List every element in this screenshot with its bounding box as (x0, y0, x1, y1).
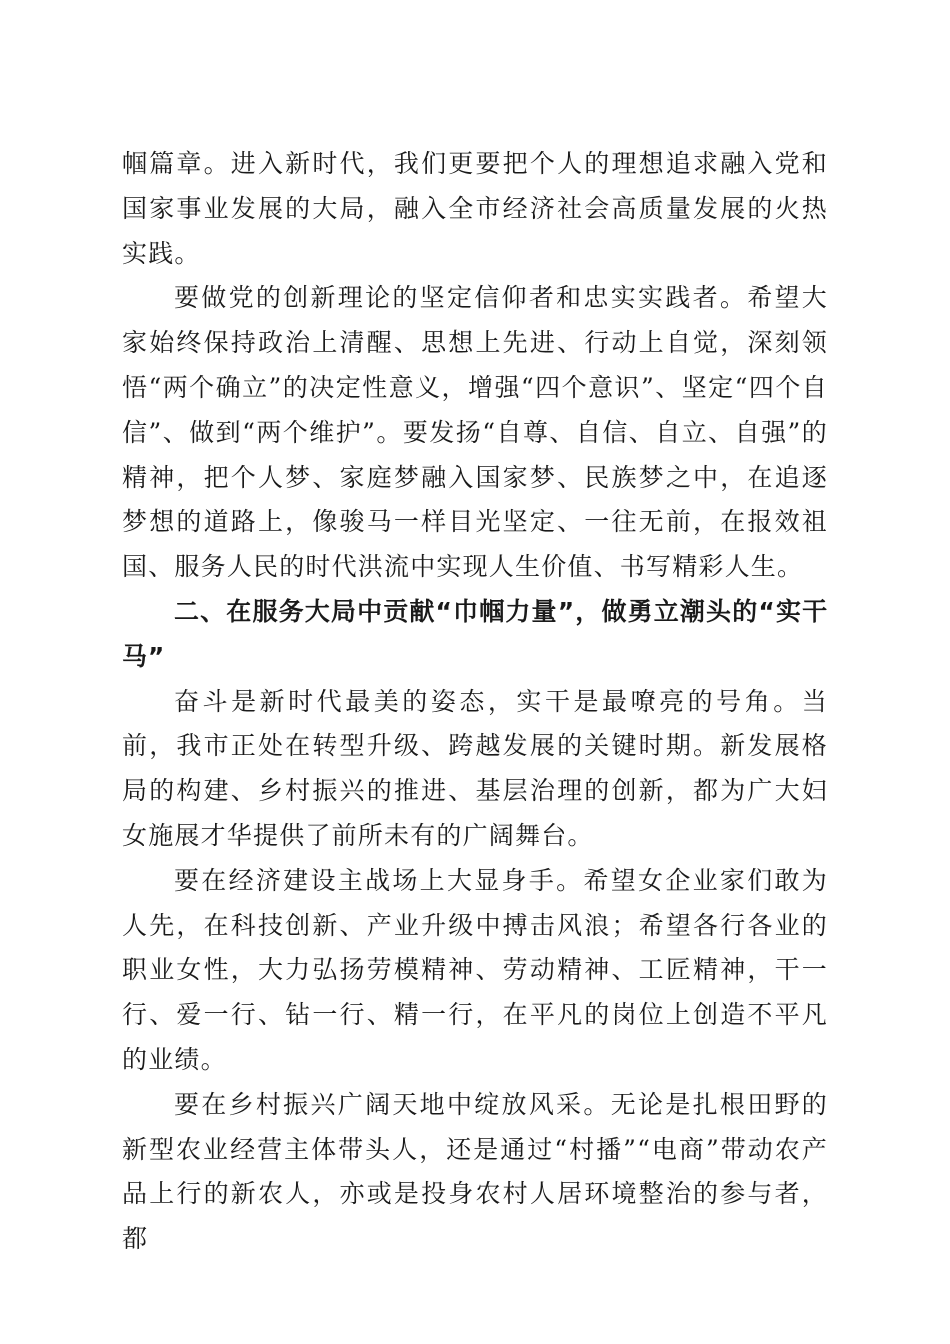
paragraph-rural-revitalization: 要在乡村振兴广阔天地中绽放风采。无论是扎根田野的新型农业经营主体带头人，还是通过“村播”“电商”带动农产品上行的新农人，亦或是投身农村人居环境整治的参与者，都 (122, 1089, 828, 1254)
document-body (122, 142, 828, 1262)
paragraph-economic-construction: 要在经济建设主战场上大显身手。希望女企业家们敢为人先，在科技创新、产业升级中搏击风浪；希望各行各业的职业女性，大力弘扬劳模精神、劳动精神、工匠精神，干一行、爱一行、钻一行、精一行，在平凡的岗位上创造不平凡的业绩。 (122, 865, 828, 1074)
paragraph-theory-practice: 要做党的创新理论的坚定信仰者和忠实实践者。希望大家始终保持政治上清醒、思想上先进、行动上自觉，深刻领悟“两个确立”的决定性意义，增强“四个意识”、坚定“四个自信”、做到“两个维护”。要发扬“自尊、自信、自立、自强”的精神，把个人梦、家庭梦融入国家梦、民族梦之中，在追逐梦想的道路上，像骏马一样目光坚定、一往无前，在报效祖国、服务人民的时代洪流中实现人生价值、书写精彩人生。 (122, 283, 828, 582)
section-heading-two: 二、在服务大局中贡献“巾帼力量”，做勇立潮头的“实干马” (122, 596, 828, 671)
paragraph-continuation: 帼篇章。进入新时代，我们更要把个人的理想追求融入党和国家事业发展的大局，融入全市经济社会高质量发展的火热实践。 (122, 149, 828, 268)
paragraph-struggle: 奋斗是新时代最美的姿态，实干是最嘹亮的号角。当前，我市正处在转型升级、跨越发展的关键时期。新发展格局的构建、乡村振兴的推进、基层治理的创新，都为广大妇女施展才华提供了前所未有的广阔舞台。 (122, 686, 828, 850)
